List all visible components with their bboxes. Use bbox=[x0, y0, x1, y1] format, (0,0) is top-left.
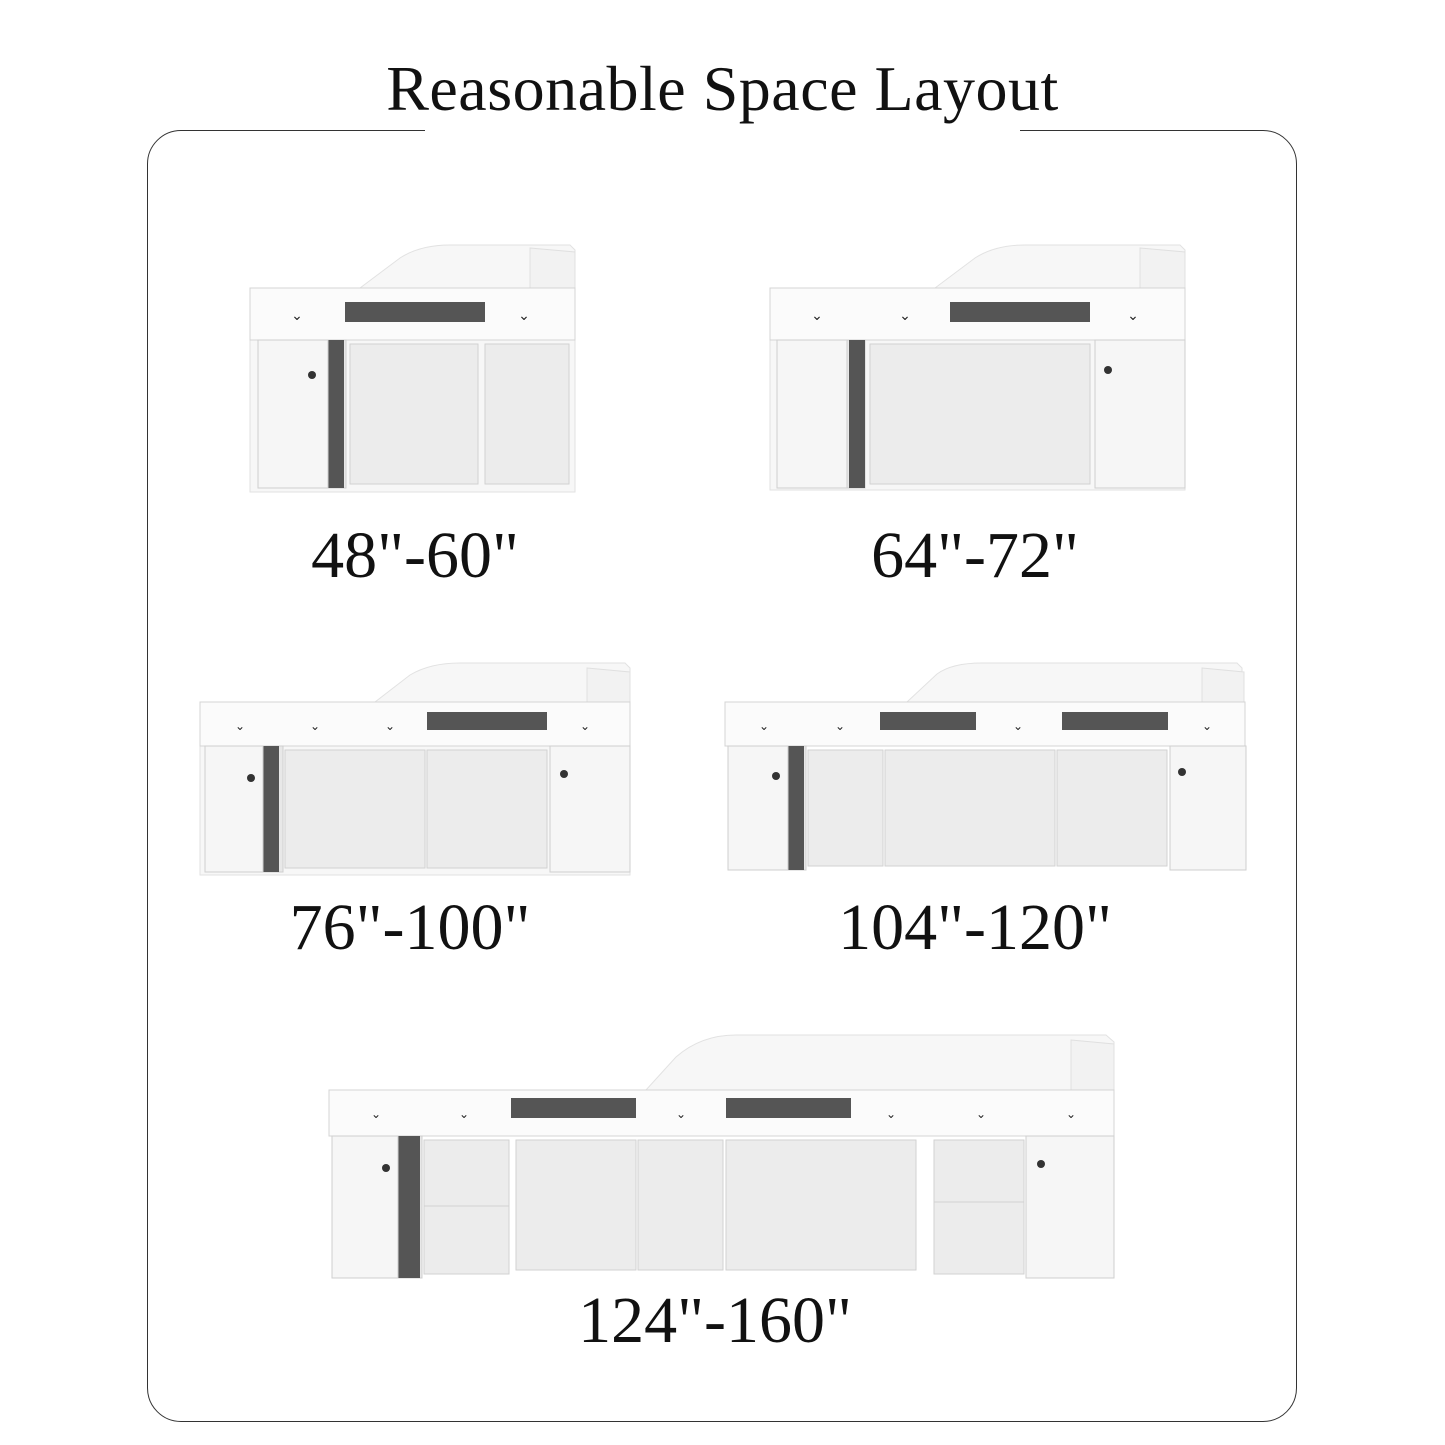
svg-text:⌄: ⌄ bbox=[834, 719, 846, 733]
svg-text:⌄: ⌄ bbox=[1012, 719, 1024, 733]
desk-label-104-120: 104"-120" bbox=[838, 891, 1112, 964]
svg-text:⌄: ⌄ bbox=[975, 1107, 987, 1121]
svg-text:⌄: ⌄ bbox=[675, 1107, 687, 1121]
desk-illustration-124-160 bbox=[326, 1032, 1118, 1282]
svg-text:⌄: ⌄ bbox=[885, 1107, 897, 1121]
svg-text:⌄: ⌄ bbox=[370, 1107, 382, 1121]
svg-text:⌄: ⌄ bbox=[1201, 719, 1213, 733]
desk-label-124-160: 124"-160" bbox=[578, 1284, 852, 1357]
desk-illustration-48-60 bbox=[240, 240, 585, 495]
svg-text:⌄: ⌄ bbox=[1065, 1107, 1077, 1121]
desk-illustration-64-72 bbox=[765, 240, 1190, 495]
desk-illustration-76-100 bbox=[195, 660, 635, 880]
desk-label-76-100: 76"-100" bbox=[289, 891, 531, 964]
svg-text:⌄: ⌄ bbox=[309, 719, 321, 733]
svg-text:⌄: ⌄ bbox=[758, 719, 770, 733]
svg-text:⌄: ⌄ bbox=[234, 719, 246, 733]
svg-text:⌄: ⌄ bbox=[458, 1107, 470, 1121]
desk-illustration-104-120 bbox=[722, 660, 1250, 880]
svg-text:⌄: ⌄ bbox=[899, 309, 911, 324]
svg-text:⌄: ⌄ bbox=[579, 719, 591, 733]
desk-label-48-60: 48"-60" bbox=[311, 519, 519, 592]
frame-title-gap bbox=[425, 126, 1020, 136]
svg-text:⌄: ⌄ bbox=[811, 309, 823, 324]
svg-text:⌄: ⌄ bbox=[518, 309, 530, 324]
desk-label-64-72: 64"-72" bbox=[871, 519, 1079, 592]
svg-text:⌄: ⌄ bbox=[1127, 309, 1139, 324]
svg-text:⌄: ⌄ bbox=[291, 309, 303, 324]
page-title: Reasonable Space Layout bbox=[386, 53, 1059, 124]
svg-text:⌄: ⌄ bbox=[384, 719, 396, 733]
